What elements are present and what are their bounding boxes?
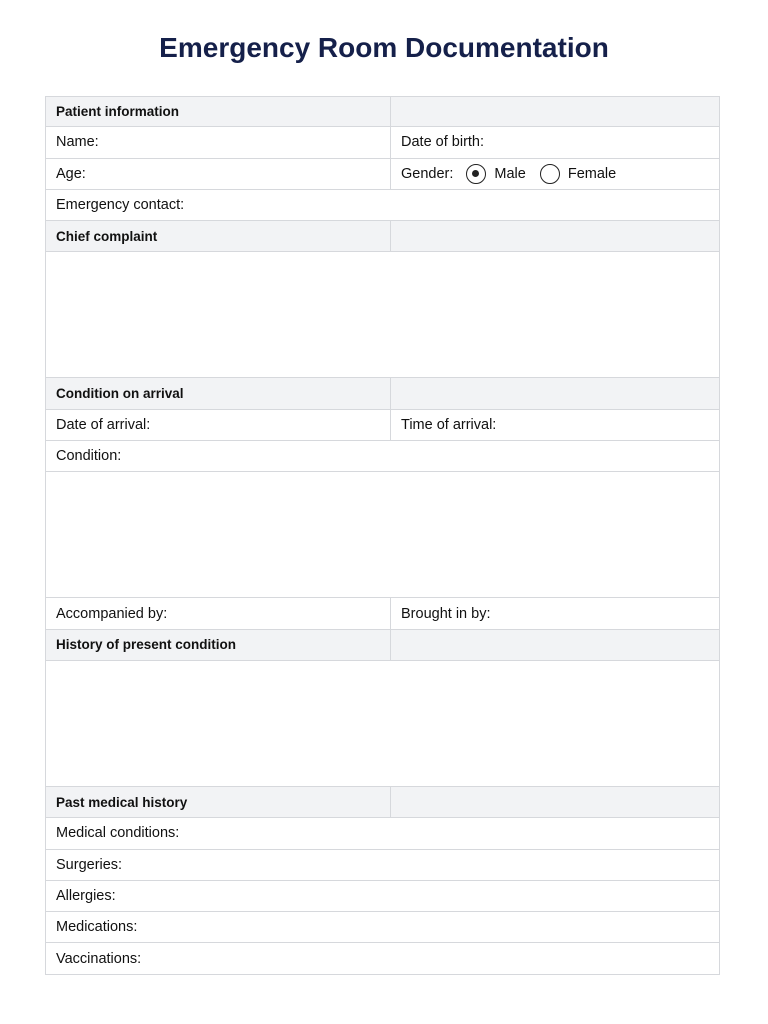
date-of-birth-label: Date of birth: (401, 134, 485, 151)
form-row (46, 159, 719, 190)
section-title: History of present condition (46, 630, 391, 660)
section-header-past-medical-history (46, 787, 719, 818)
accompanied-by-field[interactable] (46, 598, 391, 628)
emergency-contact-label: Emergency contact: (56, 197, 185, 214)
gender-label: Gender: (401, 165, 454, 182)
condition-field (46, 441, 719, 471)
age-field[interactable] (46, 159, 391, 189)
medical-conditions-label: Medical conditions: (56, 825, 180, 842)
date-of-birth-field[interactable] (391, 127, 719, 157)
section-title: Condition on arrival (46, 378, 391, 408)
section-header-patient-information (46, 96, 719, 127)
section-title: Past medical history (46, 787, 391, 817)
brought-in-by-label: Brought in by: (401, 605, 491, 622)
gender-field (391, 159, 719, 189)
form-row (46, 598, 719, 629)
gender-female-label: Female (567, 165, 617, 182)
header-blank-cell (391, 221, 719, 251)
surgeries-field[interactable] (46, 850, 719, 881)
gender-female-radio[interactable] (540, 164, 560, 184)
chief-complaint-textarea[interactable] (46, 252, 719, 378)
blank-area (46, 472, 719, 597)
vaccinations-label: Vaccinations: (56, 950, 142, 967)
time-of-arrival-label: Time of arrival: (401, 416, 497, 433)
allergies-label: Allergies: (56, 888, 116, 904)
medications-label: Medications: (56, 919, 138, 936)
condition-label: Condition: (56, 448, 122, 465)
gender-male-label: Male (494, 165, 526, 182)
medical-conditions-field[interactable] (46, 818, 719, 849)
er-documentation-form (45, 96, 720, 975)
history-present-condition-textarea[interactable] (46, 661, 719, 787)
name-field[interactable] (46, 127, 391, 157)
blank-area (46, 661, 719, 786)
section-header-chief-complaint (46, 221, 719, 252)
form-row (46, 190, 719, 221)
name-label: Name: (56, 134, 99, 151)
age-label: Age: (56, 165, 86, 182)
medications-field[interactable] (46, 912, 719, 943)
allergies-field[interactable] (46, 881, 719, 912)
page-title: Emergency Room Documentation (159, 32, 609, 63)
condition-textarea[interactable] (46, 472, 719, 598)
section-title: Patient information (46, 97, 391, 126)
accompanied-by-label: Accompanied by: (56, 605, 168, 622)
gender-male-radio[interactable] (466, 164, 486, 184)
emergency-contact-field[interactable] (46, 190, 719, 220)
vaccinations-field[interactable] (46, 943, 719, 974)
date-of-arrival-field[interactable] (46, 410, 391, 440)
surgeries-label: Surgeries: (56, 856, 123, 873)
blank-area (46, 252, 719, 377)
section-title: Chief complaint (46, 221, 391, 251)
time-of-arrival-field[interactable] (391, 410, 719, 440)
brought-in-by-field[interactable] (391, 598, 719, 628)
header-blank-cell (391, 97, 719, 126)
header-blank-cell (391, 787, 719, 817)
date-of-arrival-label: Date of arrival: (56, 416, 151, 433)
section-header-history-present-condition (46, 630, 719, 661)
form-row (46, 127, 719, 158)
header-blank-cell (391, 378, 719, 408)
form-row (46, 441, 719, 472)
form-row (46, 410, 719, 441)
section-header-condition-on-arrival (46, 378, 719, 409)
header-blank-cell (391, 630, 719, 660)
